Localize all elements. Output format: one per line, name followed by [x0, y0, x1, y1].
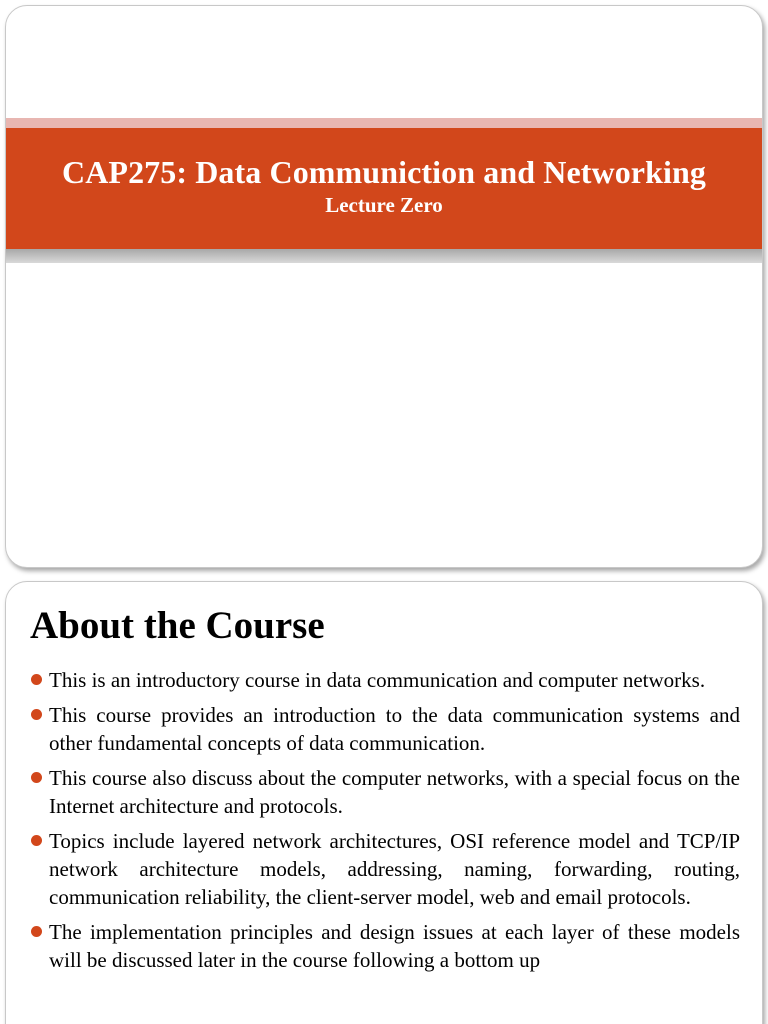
bullet-item: [28, 827, 740, 911]
bullet-text: This course also discuss about the computer networks, with a special focus on the Internet architecture and protocols.: [49, 766, 740, 818]
bullet-item: [28, 918, 740, 974]
title-band-top-stripe: [6, 118, 762, 128]
slide-subtitle: Lecture Zero: [325, 193, 443, 217]
slide-title: CAP275: Data Communiction and Networking: [62, 154, 706, 190]
bullet-text: The implementation principles and design issues at each layer of these models will be discussed later in the course following a bottom up: [49, 920, 740, 972]
bullet-dot-icon: [31, 772, 42, 783]
bullet-item: [28, 666, 740, 694]
bullet-text: This is an introductory course in data communication and computer networks.: [49, 668, 706, 692]
bullet-dot-icon: [31, 709, 42, 720]
bullet-dot-icon: [31, 835, 42, 846]
bullet-item: [28, 764, 740, 820]
bullet-list: [28, 666, 740, 981]
title-band-shadow-stripe: [6, 249, 762, 263]
bullet-text: This course provides an introduction to the data communication systems and other fundamental concepts of data communication.: [49, 703, 740, 755]
slide-heading: About the Course: [30, 604, 325, 647]
title-slide: [5, 5, 763, 568]
about-course-slide: [5, 581, 763, 1024]
bullet-dot-icon: [31, 674, 42, 685]
bullet-item: [28, 701, 740, 757]
bullet-text: Topics include layered network architectures, OSI reference model and TCP/IP network architecture models, addressing, naming, forwarding, routing, communication reliability, the client-server model, web and email protocols.: [49, 829, 740, 909]
title-band: [6, 128, 762, 249]
bullet-dot-icon: [31, 926, 42, 937]
